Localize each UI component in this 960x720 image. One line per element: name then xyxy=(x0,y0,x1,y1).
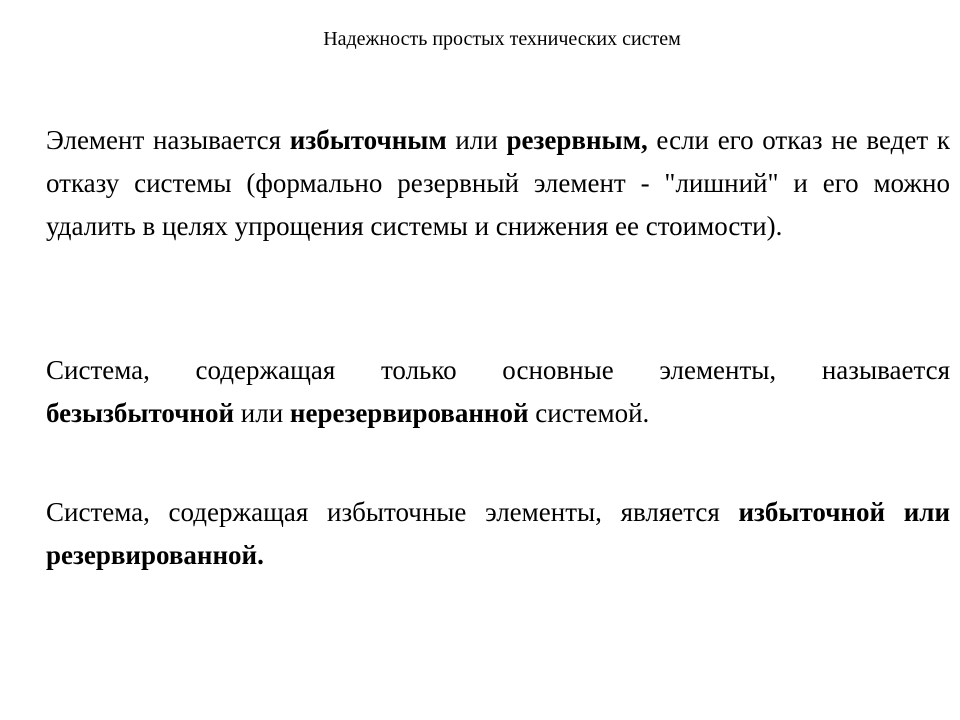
text-segment: или xyxy=(446,125,507,155)
text-segment: Элемент называется xyxy=(46,125,290,155)
definition-redundant-element xyxy=(46,119,950,248)
text-segment: Система, содержащая только основные элементы, называется xyxy=(46,355,950,385)
header-title: Надежность простых технических систем xyxy=(323,28,681,50)
term-nonredundant: безызбыточной xyxy=(46,398,235,428)
definition-redundant-system xyxy=(46,491,950,577)
term-nonreserved: нерезервированной xyxy=(289,398,529,428)
text-segment: или xyxy=(234,398,290,428)
text-segment: Система, содержащая избыточные элементы, является xyxy=(46,497,739,527)
term-reserve: резервным, xyxy=(506,125,648,155)
slide-header xyxy=(0,26,960,52)
text-segment: системой. xyxy=(528,398,650,428)
text-segment: если его отказ не ведет к отказу системы (формально резервный элемент - "лишний" и его можно удалить в целях упрощения системы и снижения ее стоимости). xyxy=(46,125,950,241)
term-redundant-system: избыточной или резервированной. xyxy=(46,497,950,570)
definition-nonredundant-system xyxy=(46,349,950,435)
term-redundant: избыточным xyxy=(289,125,447,155)
